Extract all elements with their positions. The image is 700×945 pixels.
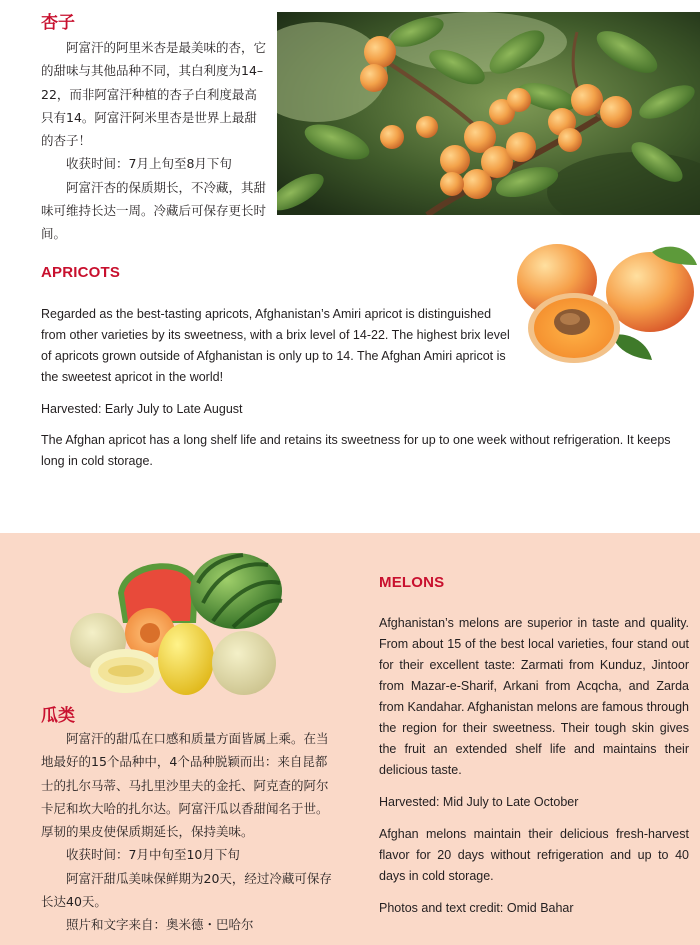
apricot-en-shelf-life: The Afghan apricot has a long shelf life and retains its sweetness for up to one week without refrigeration. It keeps long in cold storage.: [41, 433, 671, 468]
melons-photo: [68, 553, 290, 698]
melon-en-harvest: Harvested: Mid July to Late October: [379, 795, 579, 809]
apricot-en-shelf: [41, 430, 693, 483]
melon-en-credit: Photos and text credit: Omid Bahar: [379, 901, 574, 915]
apricot-zh-paragraph: 阿富汗的阿里米杏是最美味的杏，它的甜味与其他品种不同，其白利度为14–22，而非阿富汗种植的杏子白利度最高只有14。阿富汗阿米里杏是世界上最甜的杏子！: [41, 40, 267, 149]
apricot-en-harvest: Harvested: Early July to Late August: [41, 402, 243, 416]
apricot-zh-shelf-life: 阿富汗杏的保质期长，不冷藏，其甜味可维持长达一周。冷藏后可保存更长时间。: [41, 179, 267, 242]
apricot-en-intro: [41, 304, 511, 431]
apricot-zh-harvest: 收获时间：7月上旬至8月下旬: [66, 156, 232, 172]
melon-en-shelf-life: Afghan melons maintain their delicious fresh-harvest flavor for 20 days without refrigeration and up to 40 days in cold storage.: [379, 827, 689, 883]
melon-section: [0, 533, 700, 945]
melon-zh-body: [41, 727, 335, 937]
apricot-en-title: APRICOTS: [41, 264, 121, 281]
melons-image: [68, 553, 290, 698]
apricot-zh-title: 杏子: [41, 13, 75, 33]
apricot-tree-image: [277, 12, 700, 215]
apricot-halves-image: [512, 240, 700, 370]
melon-zh-harvest: 收获时间：7月中旬至10月下旬: [66, 847, 240, 863]
melon-zh-shelf-life: 阿富汗甜瓜美味保鲜期为20天，经过冷藏可保存长达40天。: [41, 870, 332, 910]
melon-en-body: [379, 613, 689, 930]
apricot-en-paragraph: Regarded as the best-tasting apricots, Afghanistan’s Amiri apricot is distinguished from other varieties by its sweetness, with a brix level of 14-22. The highest brix level of apricots grown outside of Afghanistan is only up to 14. The Afghan Amiri apricot is the sweetest apricot in the world!: [41, 307, 510, 384]
melon-zh-paragraph: 阿富汗的甜瓜在口感和质量方面皆属上乘。在当地最好的15个品种中，4个品种脱颖而出：来自昆都士的扎尔马蒂、马扎里沙里夫的金托、阿克查的阿尔卡尼和坎大哈的扎尔达。阿富汗瓜以香甜闻名于世。厚韧的果皮使保质期延长，保持美味。: [41, 731, 329, 840]
apricot-zh-body: [41, 36, 267, 246]
melon-en-paragraph: Afghanistan’s melons are superior in taste and quality. From about 15 of the best local varieties, four stand out for their excellent taste: Zarmati from Kunduz, Jintoor from Mazar-e-Sharif, Arkani from Acqcha, and Zarda from Kandahar. Afghanistan melons are famous through the region for their sweetness. Their tough skin gives the fruit an extended shelf life and maintains their delicious taste.: [379, 616, 689, 777]
melon-en-title: MELONS: [379, 574, 445, 591]
melon-zh-credit: 照片和文字来自：奥米德・巴哈尔: [66, 917, 254, 933]
apricot-halves-photo: [512, 240, 700, 370]
melon-zh-title: 瓜类: [41, 706, 75, 726]
apricot-tree-photo: [277, 12, 700, 215]
